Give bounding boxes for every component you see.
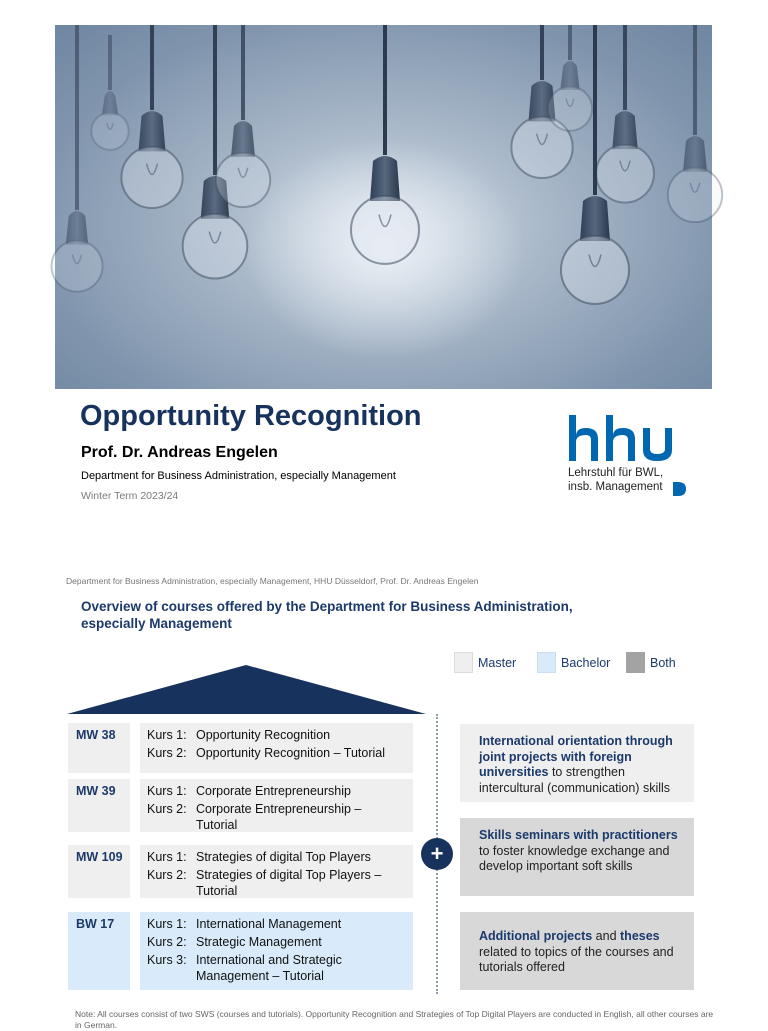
info-box-bold-2: theses [620,929,660,943]
course-item [147,783,413,799]
course-number: Kurs 2: [147,802,187,816]
light-bulbs-illustration [55,25,712,389]
overview-heading [81,598,681,632]
hhu-logo-mark [566,412,692,468]
module-courses [140,779,413,832]
course-item [147,934,413,950]
course-item [147,867,413,899]
info-box-projects [460,912,694,990]
course-number: Kurs 1: [147,850,187,864]
bulbs-group [52,25,723,304]
light-bulb [52,25,103,292]
course-item [147,916,413,932]
course-name: Strategies of digital Top Players – Tutorial [196,868,382,898]
module-row-mw38 [68,723,413,773]
info-box-bold: International orientation through joint projects with foreign universities [479,734,673,779]
department-name: Department for Business Administration, especially Management [81,470,396,482]
light-bulb [596,25,654,203]
course-name: Corporate Entrepreneurship [196,784,351,798]
info-box-text: related to topics of the courses and tutorials offered [479,944,674,974]
legend-bachelor-label: Bachelor [561,655,611,670]
light-bulb [668,25,722,222]
course-name: Corporate Entrepreneurship – Tutorial [196,802,362,832]
plus-icon: + [421,838,453,870]
logo-subtitle [568,466,663,494]
info-box-bold: Additional projects [479,929,593,943]
legend-master-swatch [454,652,473,673]
module-row-mw109 [68,845,413,898]
info-box-text: to strengthen intercultural (communication) skills [479,765,671,795]
module-code: BW 17 [68,912,130,990]
module-row-bw17 [68,912,413,990]
course-number: Kurs 1: [147,728,187,742]
module-courses [140,723,413,773]
legend-master-label: Master [478,655,517,670]
house-roof-triangle [67,665,427,715]
module-row-mw39 [68,779,413,832]
info-box-bold: Skills seminars with practitioners [479,828,678,842]
page-title: Opportunity Recognition [80,400,422,432]
course-number: Kurs 3: [147,953,187,967]
course-name: International Management [196,917,342,931]
course-name: Strategies of digital Top Players [196,850,371,864]
course-name: International and Strategic Management – Tutorial [196,953,342,983]
legend-bachelor [537,652,610,673]
course-item [147,745,413,761]
info-box-connector: and [592,929,621,943]
overview-heading-line-1: Overview of courses offered by the Department for Business Administration, [81,599,573,614]
legend-bachelor-swatch [537,652,556,673]
course-number: Kurs 2: [147,868,187,882]
hhu-logo [566,412,696,502]
course-name: Strategic Management [196,935,322,949]
course-number: Kurs 2: [147,746,187,760]
module-courses [140,845,413,898]
module-code: MW 39 [68,779,130,832]
course-item [147,801,413,833]
logo-subtitle-line-1: Lehrstuhl für BWL, [568,467,664,479]
course-name: Opportunity Recognition – Tutorial [196,746,385,760]
course-name: Opportunity Recognition [196,728,331,742]
module-code: MW 38 [68,723,130,773]
slide-source-line: Department for Business Administration, especially Management, HHU Düsseldorf, Prof. Dr. Andreas Engelen [66,576,479,586]
info-box-international [460,724,694,802]
legend-both [626,652,676,673]
course-number: Kurs 1: [147,784,187,798]
course-number: Kurs 2: [147,935,187,949]
module-courses [140,912,413,990]
legend-both-label: Both [650,655,676,670]
logo-subtitle-line-2: insb. Management [568,481,663,493]
info-box-text: to foster knowledge exchange and develop important soft skills [479,843,670,873]
course-item [147,727,413,743]
footnote: Note: All courses consist of two SWS (courses and tutorials). Opportunity Recognition and Strategies of Top Digital Players are conducted in English, all other courses are in German. [75,1009,714,1030]
light-bulb [548,25,592,131]
logo-d-mark [673,482,687,496]
light-bulb [121,25,182,208]
overview-heading-line-2: especially Management [81,616,232,631]
term-label: Winter Term 2023/24 [81,490,179,502]
legend-both-swatch [626,652,645,673]
info-box-skills [460,818,694,896]
course-number: Kurs 1: [147,917,187,931]
hero-image-light-bulbs [55,25,712,389]
course-item [147,849,413,865]
light-bulb [216,25,270,207]
legend-master [454,652,516,673]
professor-name: Prof. Dr. Andreas Engelen [81,444,278,461]
course-item [147,952,413,984]
light-bulb [91,35,128,150]
module-code: MW 109 [68,845,130,898]
